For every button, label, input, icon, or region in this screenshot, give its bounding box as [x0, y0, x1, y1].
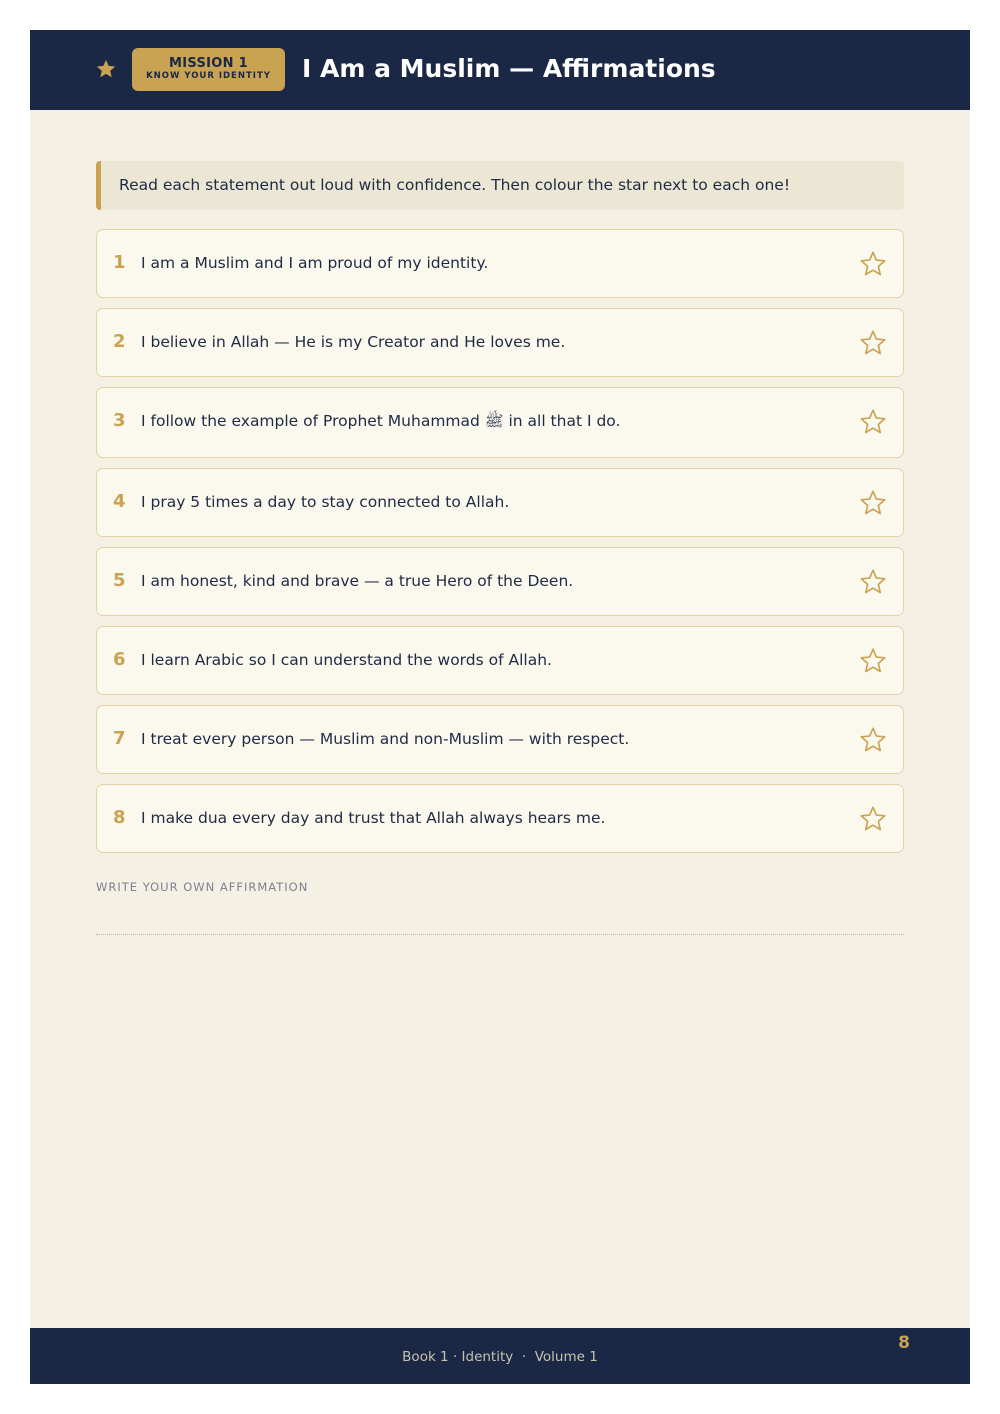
affirmation-number: 1 — [113, 252, 126, 273]
instruction-box — [96, 161, 904, 210]
page-number: 8 — [898, 1333, 910, 1353]
affirmation-number: 7 — [113, 728, 126, 749]
outline-star-icon[interactable] — [859, 489, 887, 517]
affirmation-text: I make dua every day and trust that Allah always hears me. — [141, 809, 606, 827]
affirmation-card — [96, 468, 904, 537]
outline-star-icon[interactable] — [859, 329, 887, 357]
affirmation-number: 2 — [113, 331, 126, 352]
affirmation-number: 3 — [113, 410, 126, 431]
affirmation-text: I pray 5 times a day to stay connected to Allah. — [141, 493, 510, 511]
affirmation-number: 4 — [113, 491, 126, 512]
affirmation-card — [96, 705, 904, 774]
affirmation-card — [96, 547, 904, 616]
affirmation-text: I believe in Allah — He is my Creator and He loves me. — [141, 333, 566, 351]
mission-badge — [132, 48, 285, 91]
footer-bar — [30, 1328, 970, 1384]
write-own-affirmation-line[interactable] — [96, 934, 904, 935]
instruction-text: Read each statement out loud with confidence. Then colour the star next to each one! — [119, 176, 791, 194]
affirmation-text: I learn Arabic so I can understand the words of Allah. — [141, 651, 552, 669]
affirmation-card — [96, 308, 904, 377]
outline-star-icon[interactable] — [859, 568, 887, 596]
outline-star-icon[interactable] — [859, 726, 887, 754]
affirmation-text: I follow the example of Prophet Muhammad ﷺ in all that I do. — [141, 412, 621, 430]
affirmation-card — [96, 626, 904, 695]
affirmation-number: 8 — [113, 807, 126, 828]
affirmation-text: I am a Muslim and I am proud of my identity. — [141, 254, 489, 272]
outline-star-icon[interactable] — [859, 250, 887, 278]
outline-star-icon[interactable] — [859, 408, 887, 436]
write-own-affirmation-label: WRITE YOUR OWN AFFIRMATION — [96, 880, 309, 894]
worksheet-page — [30, 30, 970, 1384]
footer-text: Book 1 · Identity · Volume 1 — [402, 1349, 598, 1365]
outline-star-icon[interactable] — [859, 647, 887, 675]
affirmation-text: I treat every person — Muslim and non-Muslim — with respect. — [141, 730, 630, 748]
star-icon — [95, 58, 117, 80]
header-bar — [30, 30, 970, 110]
affirmation-number: 5 — [113, 570, 126, 591]
page-title: I Am a Muslim — Affirmations — [302, 54, 716, 83]
mission-badge-title: MISSION 1 — [169, 56, 248, 71]
affirmation-text: I am honest, kind and brave — a true Hero of the Deen. — [141, 572, 574, 590]
affirmation-card — [96, 387, 904, 458]
affirmation-card — [96, 784, 904, 853]
affirmation-number: 6 — [113, 649, 126, 670]
mission-badge-subtitle: KNOW YOUR IDENTITY — [146, 71, 271, 81]
outline-star-icon[interactable] — [859, 805, 887, 833]
affirmation-card — [96, 229, 904, 298]
